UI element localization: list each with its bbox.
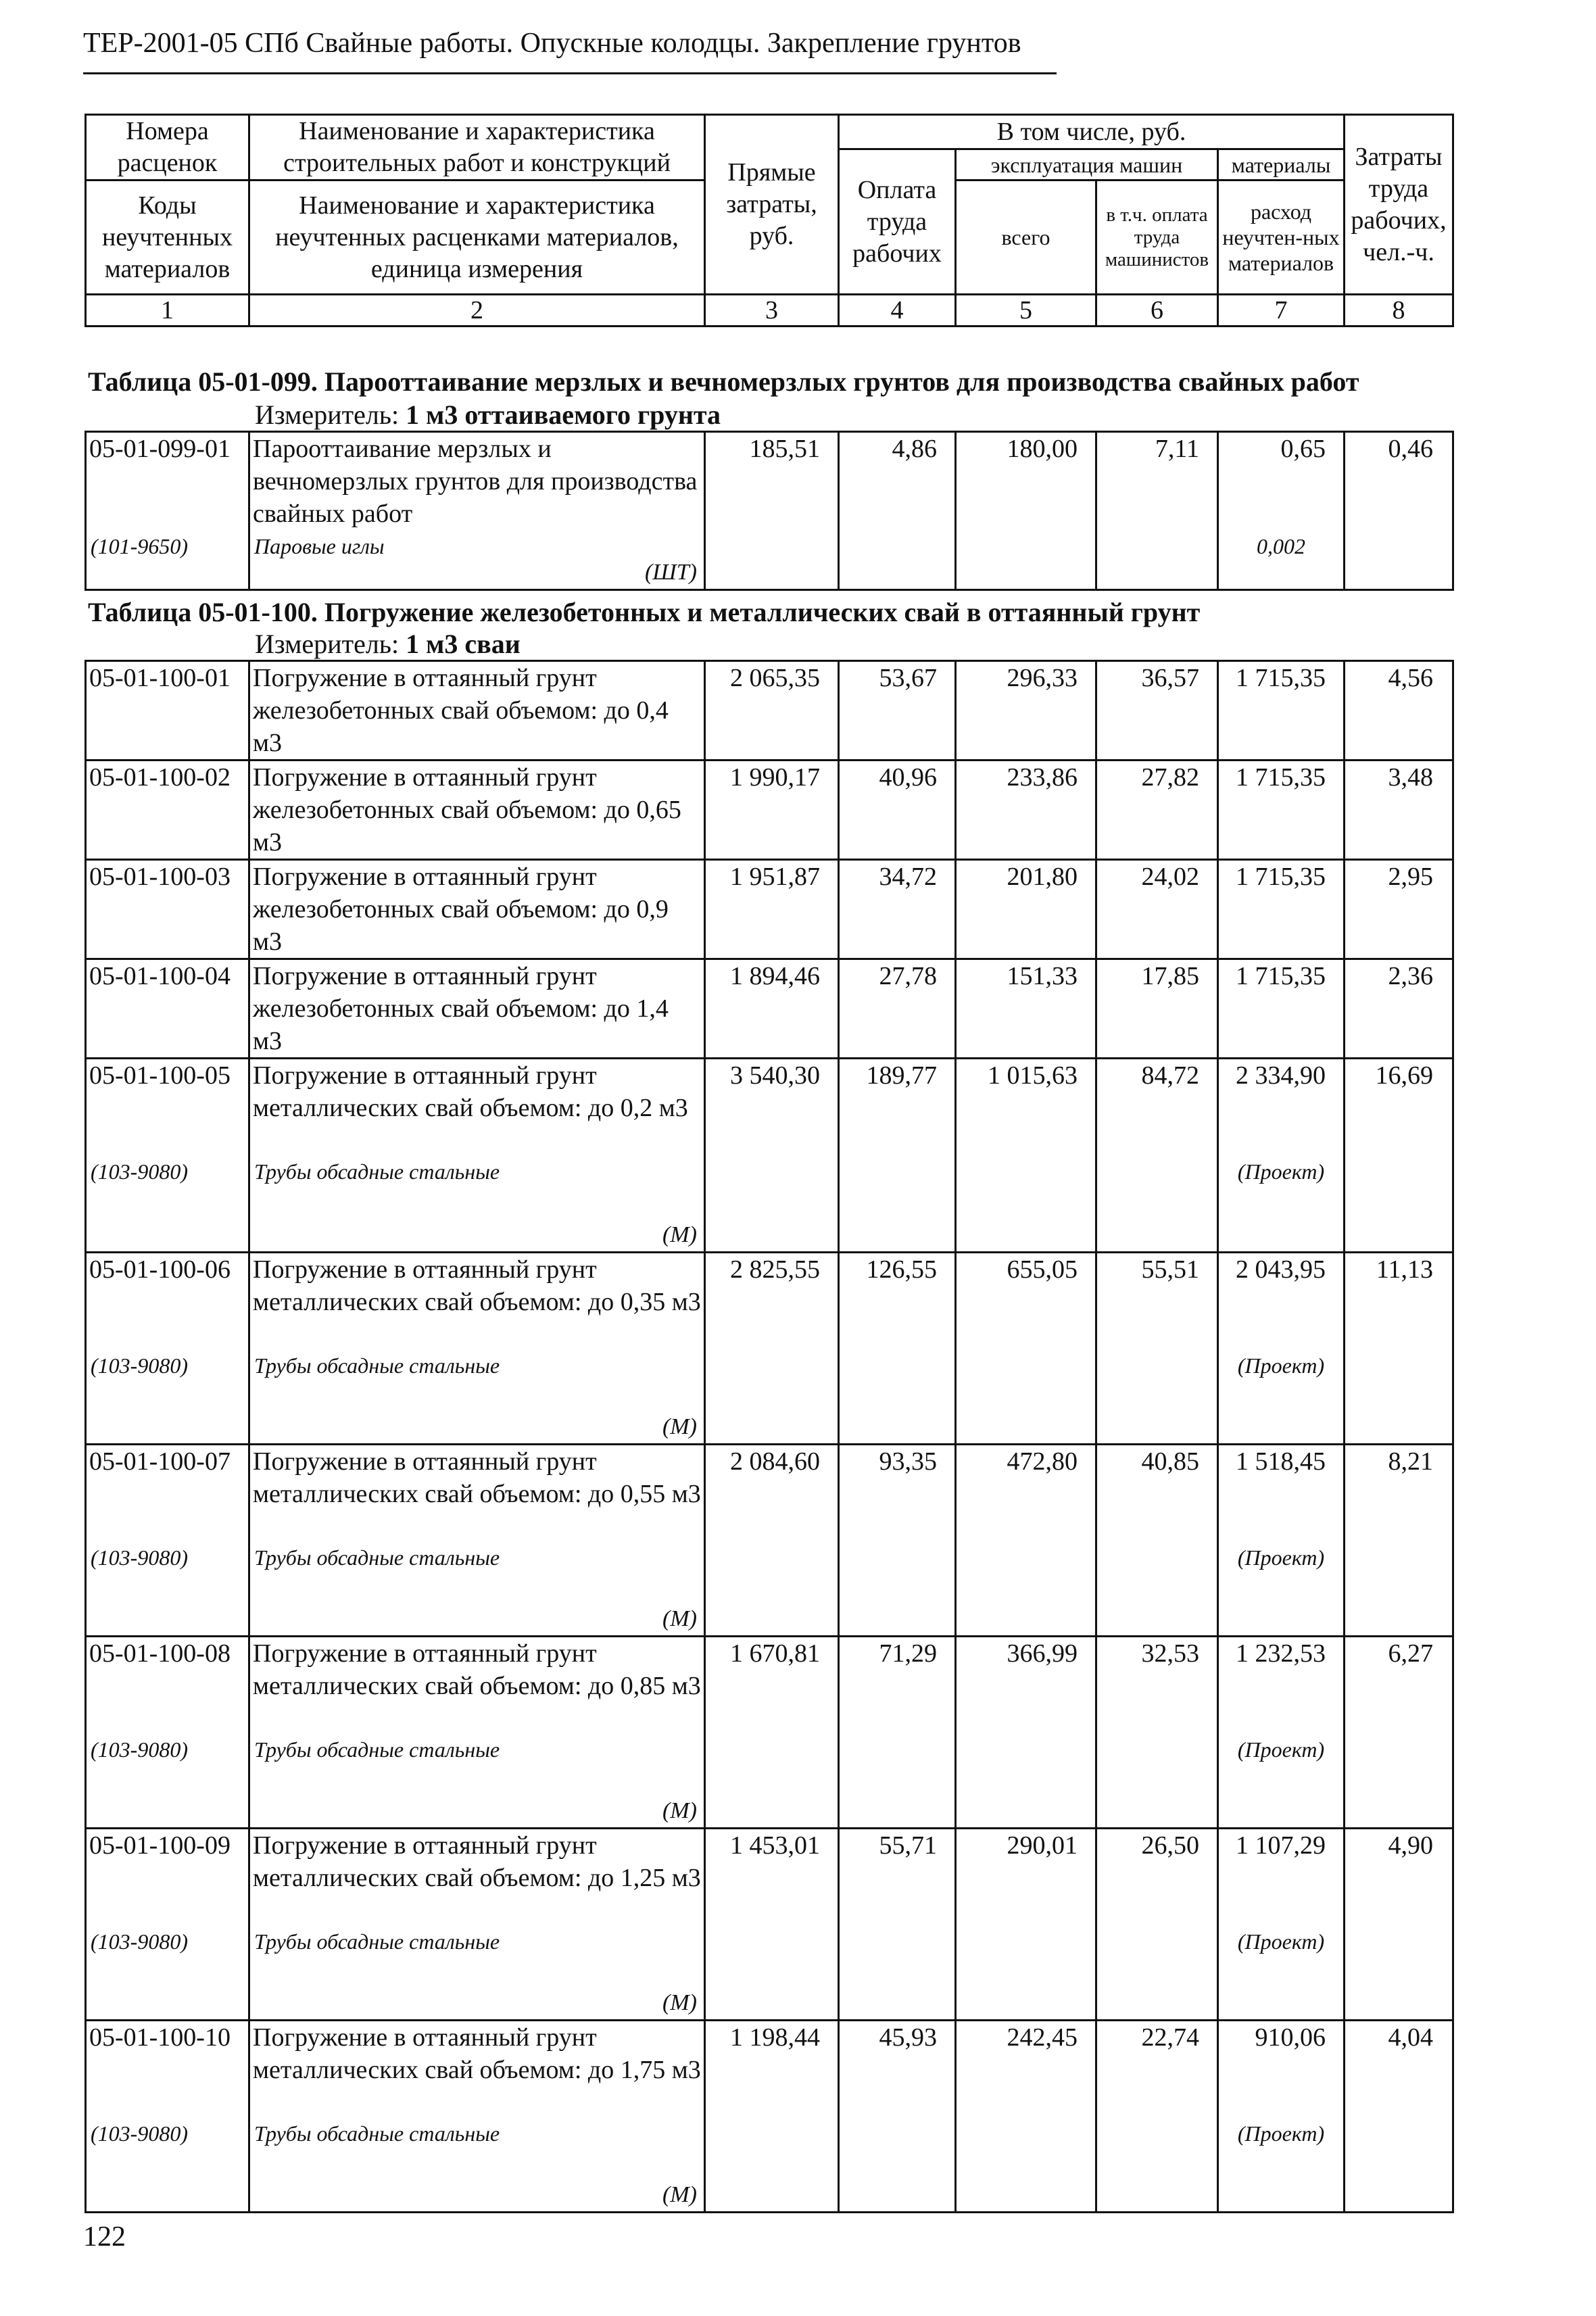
rate-code: 05-01-100-07 [89, 1447, 231, 1476]
materials-value [1218, 1829, 1345, 2021]
direct-cost-value [705, 1829, 839, 2021]
labor-hours-value [1345, 1829, 1453, 2021]
materials-value [1218, 2021, 1345, 2213]
work-name: Погружение в оттаянный грунт железобетонных свай объемом: до 0,4 м3 [253, 664, 669, 757]
work-name-cell [249, 2021, 705, 2213]
materials-value-text: 1 232,53 [1236, 1639, 1326, 1668]
table-row [86, 1445, 1453, 1637]
machine-cost-value [956, 661, 1096, 761]
col-2-top-header: Наименование и характеристика строительных работ и конструкций [249, 115, 705, 180]
col-7-header: расход неучтен-ных материалов [1218, 180, 1345, 295]
rate-code-cell [86, 2021, 249, 2213]
rate-code: 05-01-100-03 [89, 863, 231, 891]
material-name: Трубы обсадные стальные [254, 2121, 500, 2146]
materials-value-text: 1 107,29 [1236, 1831, 1326, 1860]
labor-hours-value [1345, 761, 1453, 860]
work-name-cell [249, 661, 705, 761]
rate-code: 05-01-100-09 [89, 1831, 231, 1860]
labor-cost-value [839, 959, 956, 1059]
machine-cost-value-text: 201,80 [1007, 863, 1078, 891]
material-name: Трубы обсадные стальные [254, 1159, 500, 1184]
labor-cost-value [839, 761, 956, 860]
labor-hours-value [1345, 432, 1453, 590]
machine-cost-value-text: 472,80 [1007, 1447, 1078, 1476]
direct-cost-value [705, 432, 839, 590]
machine-cost-value-text: 1 015,63 [988, 1061, 1078, 1090]
work-name-cell [249, 1059, 705, 1253]
work-name-cell [249, 432, 705, 590]
operator-pay-value-text: 24,02 [1141, 863, 1199, 891]
table-row [86, 860, 1453, 959]
operator-pay-value [1096, 761, 1218, 860]
rate-code: 05-01-100-10 [89, 2023, 231, 2052]
rate-code-cell [86, 1637, 249, 1829]
rate-code: 05-01-099-01 [89, 435, 231, 463]
operator-pay-value-text: 32,53 [1141, 1639, 1199, 1668]
labor-hours-value-text: 11,13 [1376, 1255, 1433, 1284]
rate-code-cell [86, 1253, 249, 1445]
direct-cost-value [705, 860, 839, 959]
document-header: ТЕР-2001-05 СПб Свайные работы. Опускные колодцы. Закрепление грунтов [83, 28, 1021, 59]
direct-cost-value-text: 1 951,87 [730, 863, 820, 891]
operator-pay-value [1096, 959, 1218, 1059]
operator-pay-value [1096, 1637, 1218, 1829]
direct-cost-value [705, 2021, 839, 2213]
col-number-7: 7 [1218, 295, 1345, 327]
rates-table-099 [84, 431, 1454, 591]
rate-code-cell [86, 1829, 249, 2021]
labor-hours-value [1345, 1637, 1453, 1829]
labor-cost-value-text: 126,55 [866, 1255, 937, 1284]
material-unit: (М) [662, 1990, 697, 2015]
work-name-cell [249, 1829, 705, 2021]
col-number-2: 2 [249, 295, 705, 327]
machine-cost-value-text: 151,33 [1007, 962, 1078, 990]
work-name: Погружение в оттаянный грунт металлических свай объемом: до 0,35 м3 [253, 1255, 701, 1316]
labor-cost-value [839, 1637, 956, 1829]
table-row [86, 1059, 1453, 1253]
col-1-top-header: Номера расценок [86, 115, 249, 180]
material-code: (103-9080) [91, 1159, 188, 1184]
materials-value [1218, 959, 1345, 1059]
table-row [86, 959, 1453, 1059]
labor-cost-value-text: 27,78 [879, 962, 937, 990]
material-quantity: 0,002 [1257, 534, 1305, 558]
col-8-header: Затраты труда рабочих, чел.-ч. [1345, 115, 1453, 295]
measure-line-100: Измеритель: 1 м3 сваи [255, 629, 521, 659]
material-unit: (М) [662, 1798, 697, 1823]
table-row [86, 432, 1453, 590]
labor-cost-value-text: 53,67 [879, 664, 937, 692]
direct-cost-value [705, 1253, 839, 1445]
rates-table-100 [84, 660, 1454, 2213]
rate-code-cell [86, 1059, 249, 1253]
labor-hours-value-text: 4,90 [1388, 1831, 1433, 1860]
labor-hours-value-text: 6,27 [1388, 1639, 1433, 1668]
work-name: Погружение в оттаянный грунт металлических свай объемом: до 0,2 м3 [253, 1061, 688, 1122]
materials-value [1218, 1445, 1345, 1637]
direct-cost-value-text: 1 198,44 [730, 2023, 820, 2052]
group-header: В том числе, руб. [839, 115, 1345, 149]
table-row [86, 661, 1453, 761]
column-header-table [84, 114, 1454, 327]
material-code: (103-9080) [91, 1929, 188, 1954]
material-quantity: (Проект) [1237, 2121, 1325, 2146]
direct-cost-value-text: 1 894,46 [730, 962, 820, 990]
rate-code-cell [86, 860, 249, 959]
operator-pay-value-text: 55,51 [1141, 1255, 1199, 1284]
labor-cost-value-text: 55,71 [879, 1831, 937, 1860]
machine-cost-value-text: 655,05 [1007, 1255, 1078, 1284]
labor-hours-value [1345, 1253, 1453, 1445]
work-name: Погружение в оттаянный грунт металлических свай объемом: до 0,55 м3 [253, 1447, 701, 1508]
labor-cost-value-text: 71,29 [879, 1639, 937, 1668]
rate-code: 05-01-100-08 [89, 1639, 231, 1668]
rate-code: 05-01-100-04 [89, 962, 231, 990]
labor-cost-value [839, 2021, 956, 2213]
material-unit: (ШТ) [644, 560, 697, 585]
materials-value [1218, 761, 1345, 860]
table-row [86, 2021, 1453, 2213]
labor-hours-value [1345, 2021, 1453, 2213]
material-name: Трубы обсадные стальные [254, 1353, 500, 1378]
material-name: Трубы обсадные стальные [254, 1737, 500, 1762]
rate-code-cell [86, 959, 249, 1059]
labor-hours-value-text: 2,36 [1388, 962, 1433, 990]
direct-cost-value-text: 1 453,01 [730, 1831, 820, 1860]
labor-cost-value-text: 4,86 [892, 435, 937, 463]
labor-cost-value [839, 1059, 956, 1253]
work-name-cell [249, 1445, 705, 1637]
machine-cost-value [956, 1445, 1096, 1637]
materials-value-text: 1 715,35 [1236, 763, 1326, 792]
work-name: Погружение в оттаянный грунт металлических свай объемом: до 0,85 м3 [253, 1639, 701, 1700]
material-quantity: (Проект) [1237, 1545, 1325, 1570]
labor-cost-value [839, 432, 956, 590]
materials-value [1218, 432, 1345, 590]
direct-cost-value-text: 185,51 [749, 435, 820, 463]
table-caption-099: Таблица 05-01-099. Парооттаивание мерзлых и вечномерзлых грунтов для производства свайных работ [88, 366, 1359, 397]
material-code: (103-9080) [91, 2121, 188, 2146]
table-caption-100: Таблица 05-01-100. Погружение железобетонных и металлических свай в оттаянный грунт [88, 597, 1201, 627]
materials-value-text: 1 518,45 [1236, 1447, 1326, 1476]
machine-cost-value [956, 1253, 1096, 1445]
direct-cost-value [705, 661, 839, 761]
table-row [86, 761, 1453, 860]
material-quantity: (Проект) [1237, 1737, 1325, 1762]
operator-pay-value-text: 40,85 [1141, 1447, 1199, 1476]
materials-value [1218, 661, 1345, 761]
material-name: Трубы обсадные стальные [254, 1545, 500, 1570]
labor-cost-value [839, 860, 956, 959]
operator-pay-value-text: 27,82 [1141, 763, 1199, 792]
direct-cost-value [705, 1637, 839, 1829]
labor-hours-value-text: 0,46 [1388, 435, 1433, 463]
operator-pay-value-text: 17,85 [1141, 962, 1199, 990]
operator-pay-value [1096, 432, 1218, 590]
rate-code-cell [86, 1445, 249, 1637]
material-quantity: (Проект) [1237, 1929, 1325, 1954]
machine-cost-value [956, 761, 1096, 860]
materials-value [1218, 860, 1345, 959]
col-number-4: 4 [839, 295, 956, 327]
col-5-header: всего [956, 180, 1096, 295]
material-quantity: (Проект) [1237, 1159, 1325, 1184]
material-unit: (М) [662, 2182, 697, 2207]
operator-pay-value-text: 26,50 [1141, 1831, 1199, 1860]
operator-pay-value [1096, 1059, 1218, 1253]
labor-cost-value-text: 40,96 [879, 763, 937, 792]
labor-cost-value [839, 1253, 956, 1445]
labor-hours-value [1345, 959, 1453, 1059]
operator-pay-value-text: 84,72 [1141, 1061, 1199, 1090]
materials-value-text: 910,06 [1255, 2023, 1326, 2052]
work-name: Парооттаивание мерзлых и вечномерзлых грунтов для производства свайных работ [253, 435, 698, 528]
machine-cost-value-text: 233,86 [1007, 763, 1078, 792]
operator-pay-value [1096, 1829, 1218, 2021]
labor-hours-value [1345, 860, 1453, 959]
labor-cost-value [839, 1445, 956, 1637]
col-number-1: 1 [86, 295, 249, 327]
machine-cost-value [956, 860, 1096, 959]
labor-cost-value [839, 1829, 956, 2021]
labor-cost-value-text: 93,35 [879, 1447, 937, 1476]
operator-pay-value [1096, 2021, 1218, 2213]
col-number-3: 3 [705, 295, 839, 327]
operator-pay-value [1096, 1445, 1218, 1637]
materials-value-text: 2 334,90 [1236, 1061, 1326, 1090]
work-name: Погружение в оттаянный грунт железобетонных свай объемом: до 0,9 м3 [253, 863, 669, 956]
work-name-cell [249, 1253, 705, 1445]
direct-cost-value [705, 1059, 839, 1253]
work-name: Погружение в оттаянный грунт железобетонных свай объемом: до 1,4 м3 [253, 962, 669, 1055]
work-name-cell [249, 761, 705, 860]
labor-cost-value [839, 661, 956, 761]
labor-hours-value-text: 3,48 [1388, 763, 1433, 792]
rate-code: 05-01-100-02 [89, 763, 231, 792]
machine-cost-value [956, 1637, 1096, 1829]
direct-cost-value-text: 2 065,35 [730, 664, 820, 692]
material-name: Трубы обсадные стальные [254, 1929, 500, 1954]
labor-hours-value-text: 4,04 [1388, 2023, 1433, 2052]
rate-code-cell [86, 432, 249, 590]
table-row [86, 1637, 1453, 1829]
direct-cost-value [705, 761, 839, 860]
operator-pay-value-text: 7,11 [1155, 435, 1199, 463]
material-code: (103-9080) [91, 1737, 188, 1762]
work-name-cell [249, 1637, 705, 1829]
operator-pay-value [1096, 860, 1218, 959]
operator-pay-value [1096, 661, 1218, 761]
col-number-8: 8 [1345, 295, 1453, 327]
col-number-6: 6 [1096, 295, 1218, 327]
material-name: Паровые иглы [254, 534, 385, 558]
material-unit: (М) [662, 1606, 697, 1631]
materials-value-text: 1 715,35 [1236, 863, 1326, 891]
rate-code-cell [86, 761, 249, 860]
material-code: (103-9080) [91, 1353, 188, 1378]
machine-cost-value [956, 1829, 1096, 2021]
rate-code-cell [86, 661, 249, 761]
materials-value-text: 1 715,35 [1236, 664, 1326, 692]
direct-cost-value [705, 959, 839, 1059]
materials-header: материалы [1218, 149, 1345, 180]
page-number: 122 [83, 2221, 126, 2252]
work-name-cell [249, 959, 705, 1059]
work-name: Погружение в оттаянный грунт железобетонных свай объемом: до 0,65 м3 [253, 763, 681, 857]
direct-cost-value-text: 2 825,55 [730, 1255, 820, 1284]
work-name: Погружение в оттаянный грунт металлических свай объемом: до 1,25 м3 [253, 1831, 701, 1892]
materials-value [1218, 1253, 1345, 1445]
measure-line-099: Измеритель: 1 м3 оттаиваемого грунта [255, 400, 721, 430]
labor-cost-value-text: 34,72 [879, 863, 937, 891]
operator-pay-value-text: 36,57 [1141, 664, 1199, 692]
work-name-cell [249, 860, 705, 959]
col-3-header: Прямые затраты, руб. [705, 115, 839, 295]
col-1-bottom-header: Коды неучтенных материалов [86, 180, 249, 295]
machine-cost-value-text: 242,45 [1007, 2023, 1078, 2052]
machine-cost-value-text: 366,99 [1007, 1639, 1078, 1668]
machine-cost-value-text: 296,33 [1007, 664, 1078, 692]
direct-cost-value-text: 2 084,60 [730, 1447, 820, 1476]
material-quantity: (Проект) [1237, 1353, 1325, 1378]
col-6-header: в т.ч. оплата труда машинистов [1096, 180, 1218, 295]
material-unit: (М) [662, 1222, 697, 1247]
materials-value-text: 0,65 [1280, 435, 1326, 463]
direct-cost-value [705, 1445, 839, 1637]
machine-cost-value-text: 290,01 [1007, 1831, 1078, 1860]
materials-value [1218, 1637, 1345, 1829]
labor-hours-value [1345, 1445, 1453, 1637]
labor-hours-value-text: 2,95 [1388, 863, 1433, 891]
work-name: Погружение в оттаянный грунт металлических свай объемом: до 1,75 м3 [253, 2023, 701, 2084]
table-row [86, 1253, 1453, 1445]
rate-code: 05-01-100-01 [89, 664, 231, 692]
labor-cost-value-text: 189,77 [866, 1061, 937, 1090]
rate-code: 05-01-100-05 [89, 1061, 231, 1090]
machines-header: эксплуатация машин [956, 149, 1218, 180]
machine-cost-value [956, 2021, 1096, 2213]
col-2-bottom-header: Наименование и характеристика неучтенных расценками материалов, единица измерения [249, 180, 705, 295]
material-code: (103-9080) [91, 1545, 188, 1570]
materials-value [1218, 1059, 1345, 1253]
materials-value-text: 1 715,35 [1236, 962, 1326, 990]
material-unit: (М) [662, 1414, 697, 1439]
machine-cost-value [956, 432, 1096, 590]
direct-cost-value-text: 3 540,30 [730, 1061, 820, 1090]
labor-hours-value [1345, 661, 1453, 761]
machine-cost-value [956, 1059, 1096, 1253]
labor-hours-value-text: 4,56 [1388, 664, 1433, 692]
col-4-header: Оплата труда рабочих [839, 149, 956, 295]
materials-value-text: 2 043,95 [1236, 1255, 1326, 1284]
header-rule [83, 72, 1057, 74]
machine-cost-value [956, 959, 1096, 1059]
rate-code: 05-01-100-06 [89, 1255, 231, 1284]
labor-hours-value [1345, 1059, 1453, 1253]
col-number-5: 5 [956, 295, 1096, 327]
labor-hours-value-text: 16,69 [1375, 1061, 1433, 1090]
table-row [86, 1829, 1453, 2021]
labor-cost-value-text: 45,93 [879, 2023, 937, 2052]
machine-cost-value-text: 180,00 [1007, 435, 1078, 463]
operator-pay-value [1096, 1253, 1218, 1445]
labor-hours-value-text: 8,21 [1388, 1447, 1433, 1476]
direct-cost-value-text: 1 670,81 [730, 1639, 820, 1668]
direct-cost-value-text: 1 990,17 [730, 763, 820, 792]
material-code: (101-9650) [91, 534, 188, 558]
operator-pay-value-text: 22,74 [1141, 2023, 1199, 2052]
